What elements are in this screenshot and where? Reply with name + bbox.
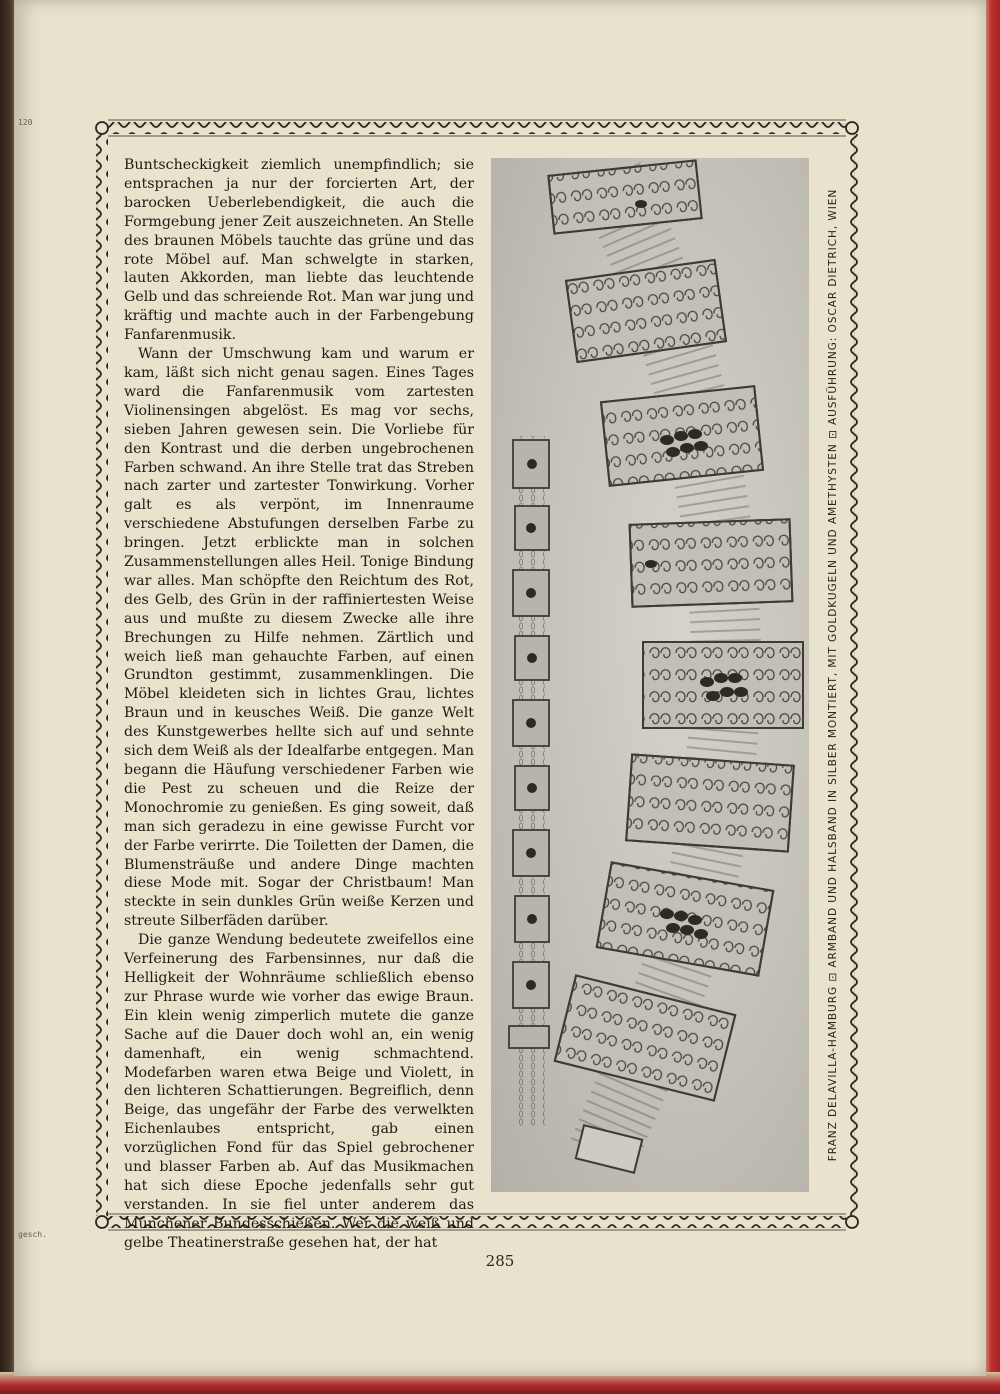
bracelet-and-necklace-image: [491, 158, 809, 1192]
margin-mark-top: 120: [18, 118, 33, 127]
page-number: 285: [485, 1252, 515, 1270]
bracelet: [509, 436, 549, 1126]
necklace: [548, 160, 803, 1172]
ornamental-frame: [92, 118, 862, 1251]
paragraph-2: Wann der Umschwung kam und warum er kam, läßt sich nicht genau sagen. Eines Tages ward die Fanfarenmusik vom zartesten Violinensingen abgelöst. Es mag vor sechs, sieben Jahren gewesen sein. Die Vorliebe für den Kontrast und die derben ungebrochenen Farben schwand. An ihre Stelle trat das Streben nach zarter und zartester Tonwirkung. Vorher galt es als verpönt, im Innenraume verschiedene Abstufungen derselben Farbe zu bringen. Jetzt erblickte man in solchen Zusammenstellungen alles Heil. Tonige Bindung war alles. Man schöpfte den Reichtum des Rot, des Gelb, des Grün in der raffiniertesten Weise aus und mußte zu diesem Zwecke alle ihre Brechungen zu Hilfe nehmen. Zärtlich und weich ließ man gehauchte Farben, auf einen Grundton gestimmt, zusammenklingen. Die Möbel kleideten sich in lichtes Grau, lichtes Braun und in keusches Weiß. Die ganze Welt des Kunstgewerbes hellte sich auf und sehnte sich dem Weiß als der Idealfarbe entgegen. Man begann die Häufung verschiedener Farben wie die Pest zu scheuen und die Reize der Monochromie zu genießen. Es ging soweit, daß man sich geradezu in eine gewisse Furcht vor der Farbe verirrte. Die Toiletten der Damen, die Blumensträuße und andere Dinge machten diese Mode mit. Sogar der Christbaum! Man steckte in sein dunkles Grün weiße Kerzen und streute Silberfäden darüber.: [124, 346, 474, 930]
article-body: [124, 156, 474, 1253]
book-cover-edge-right: [984, 0, 1000, 1394]
figure-caption: FRANZ DELAVILLA-HAMBURG ⊡ ARMBAND UND HALSBAND IN SILBER MONTIERT, MIT GOLDKUGELN UND AMETHYSTEN ⊡ AUSFÜHRUNG: OSCAR DIETRICH, WIEN: [827, 188, 839, 1162]
paragraph-3: Die ganze Wendung bedeutete zweifellos eine Verfeinerung des Farbensinnes, nur daß die Helligkeit der Wohnräume schließlich ebenso zur Phrase wurde wie vorher das ewige Braun. Ein klein wenig zimperlich mutete die ganze Sache auf die Dauer doch wohl an, ein wenig damenhaft, ein wenig schmachtend. Modefarben waren etwa Beige und Violett, in den lichteren Schattierungen. Begreiflich, denn Beige, das ungefähr der Farbe des verwelkten Eichenlaubes entspricht, gab einen vorzüglichen Fond für das Spiel gebrochener und blasser Farben ab. Auf das Musikmachen hat sich diese Epoche jedenfalls sehr gut verstanden. In sie fiel unter anderem das Münchener Bundesschießen. Wer die weiß und gelbe Theatinerstraße gesehen hat, der hat: [124, 932, 474, 1251]
jewelry-photograph: [491, 158, 809, 1192]
book-page: [14, 0, 986, 1376]
margin-mark-bottom: gesch.: [18, 1230, 47, 1239]
paragraph-1: Buntscheckigkeit ziemlich unempfindlich; sie entsprachen ja nur der forcierten Art, der barocken Ueberlebendigkeit, die auch die Formgebung jener Zeit auszeichneten. An Stelle des braunen Möbels tauchte das grüne und das rote Möbel auf. Man schwelgte in starken, lauten Akkorden, man liebte das leuchtende Gelb und das schreiende Rot. Man war jung und kräftig und machte auch in der Farbengebung Fanfarenmusik.: [124, 157, 474, 344]
